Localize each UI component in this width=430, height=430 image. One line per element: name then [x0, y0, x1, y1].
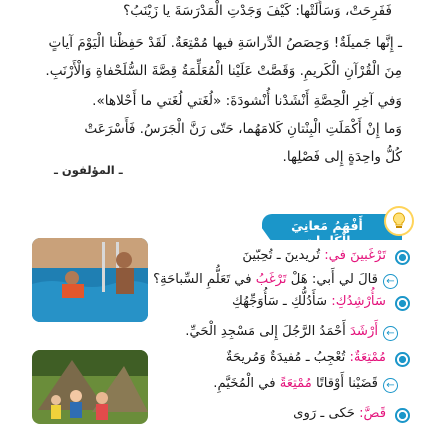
example-text: أَحْمَدُ الرَّجُلَ إِلى مَسْجِدِ الْحَيِّ. — [185, 324, 350, 339]
vocab-example — [185, 322, 378, 342]
example-text: قالَ لي أَبي: هَلْ — [286, 272, 378, 287]
bullet-icon — [395, 408, 410, 423]
swimming-pool-photo — [32, 238, 148, 322]
left-arrow-icon: ← — [383, 274, 398, 289]
vocab-title: أَفْهَمُ مَعانِيَ الْكَلِماتِ — [291, 218, 363, 248]
left-arrow-icon: ← — [383, 378, 398, 393]
bullet-icon — [395, 296, 410, 311]
story-line: وَما إِنْ أَكْمَلَتِ الْبِنْتانِ كَلامَهُما، حَتّى رَنَّ الْجَرَسُ. فَأَسْرَعَتْ — [84, 121, 402, 137]
example-keyword: تَرْغَبُ — [255, 272, 287, 287]
vocab-word: سَأُرْشِدُكِ: — [331, 294, 386, 309]
story-line: فَفَرِحَتْ، وَسَأَلَتْها: كَيْفَ وَجَدْتِ الْمَدْرَسَةَ يا زَيْنَبُ؟ — [123, 3, 392, 19]
example-text: في تَعَلُّمِ السِّباحَةِ؟ — [153, 272, 256, 287]
example-text: قَضَيْنا أَوْقاتًا — [311, 376, 378, 391]
vocab-word-row — [232, 292, 386, 312]
example-keyword: مُمْتِعَةً — [279, 376, 312, 391]
story-line: كُلُّ واحِدَةٍ إِلى فَصْلِها. — [282, 149, 402, 165]
story-line: مِنَ الْقُرْآنِ الْكَريمِ. وَقَصَّتْ عَلَيْنا الْمُعَلِّمَةُ قِصَّةَ السُّلَحْفاةِ وَالْأَرْنَبِ. — [45, 63, 402, 79]
camp-photo — [32, 350, 148, 424]
bullet-icon — [395, 352, 410, 367]
story-line: وَفي آخِرِ الْحِصَّةِ أَنْشَدْنا أُنْشودَةَ: «لُغَتي لُغَتي ما أَحْلاها». — [92, 93, 402, 109]
left-arrow-icon: ← — [383, 326, 398, 341]
example-keyword: أَرْشَدَ — [349, 324, 378, 339]
vocab-word-row — [242, 246, 386, 266]
vocab-word: تَرْغَبينَ في: — [324, 248, 386, 263]
vocab-meaning: تُريدينَ ـ تُحِبّينَ — [242, 248, 321, 263]
vocab-word-row — [226, 348, 386, 368]
story-line: ـ إِنَّها جَميلَةٌ! وَحِصَصُ الدِّراسَةِ فيها مُمْتِعَةٌ. لَقَدْ حَفِظْنا الْيَوْمَ آياتٍ — [48, 35, 402, 51]
vocab-word: مُمْتِعَةٌ: — [349, 350, 386, 365]
vocab-meaning: حَكى ـ رَوى — [293, 406, 355, 421]
lightbulb-icon — [384, 206, 414, 236]
vocab-word-row — [293, 404, 386, 424]
vocab-example — [213, 374, 378, 394]
bullet-icon — [395, 250, 410, 265]
vocab-meaning: سَأَدُلُّكِ ـ سَأُوَجِّهُكِ — [231, 294, 328, 309]
example-text: في الْمُخَيَّمِ. — [213, 376, 280, 391]
vocab-example — [153, 270, 378, 290]
vocab-word: قَصَّ: — [359, 406, 386, 421]
author-signature: ـ المؤلفون ـ — [54, 163, 123, 177]
vocab-meaning: تُعْجِبُ ـ مُفيدَةٌ وَمُريحَةٌ — [225, 350, 346, 365]
